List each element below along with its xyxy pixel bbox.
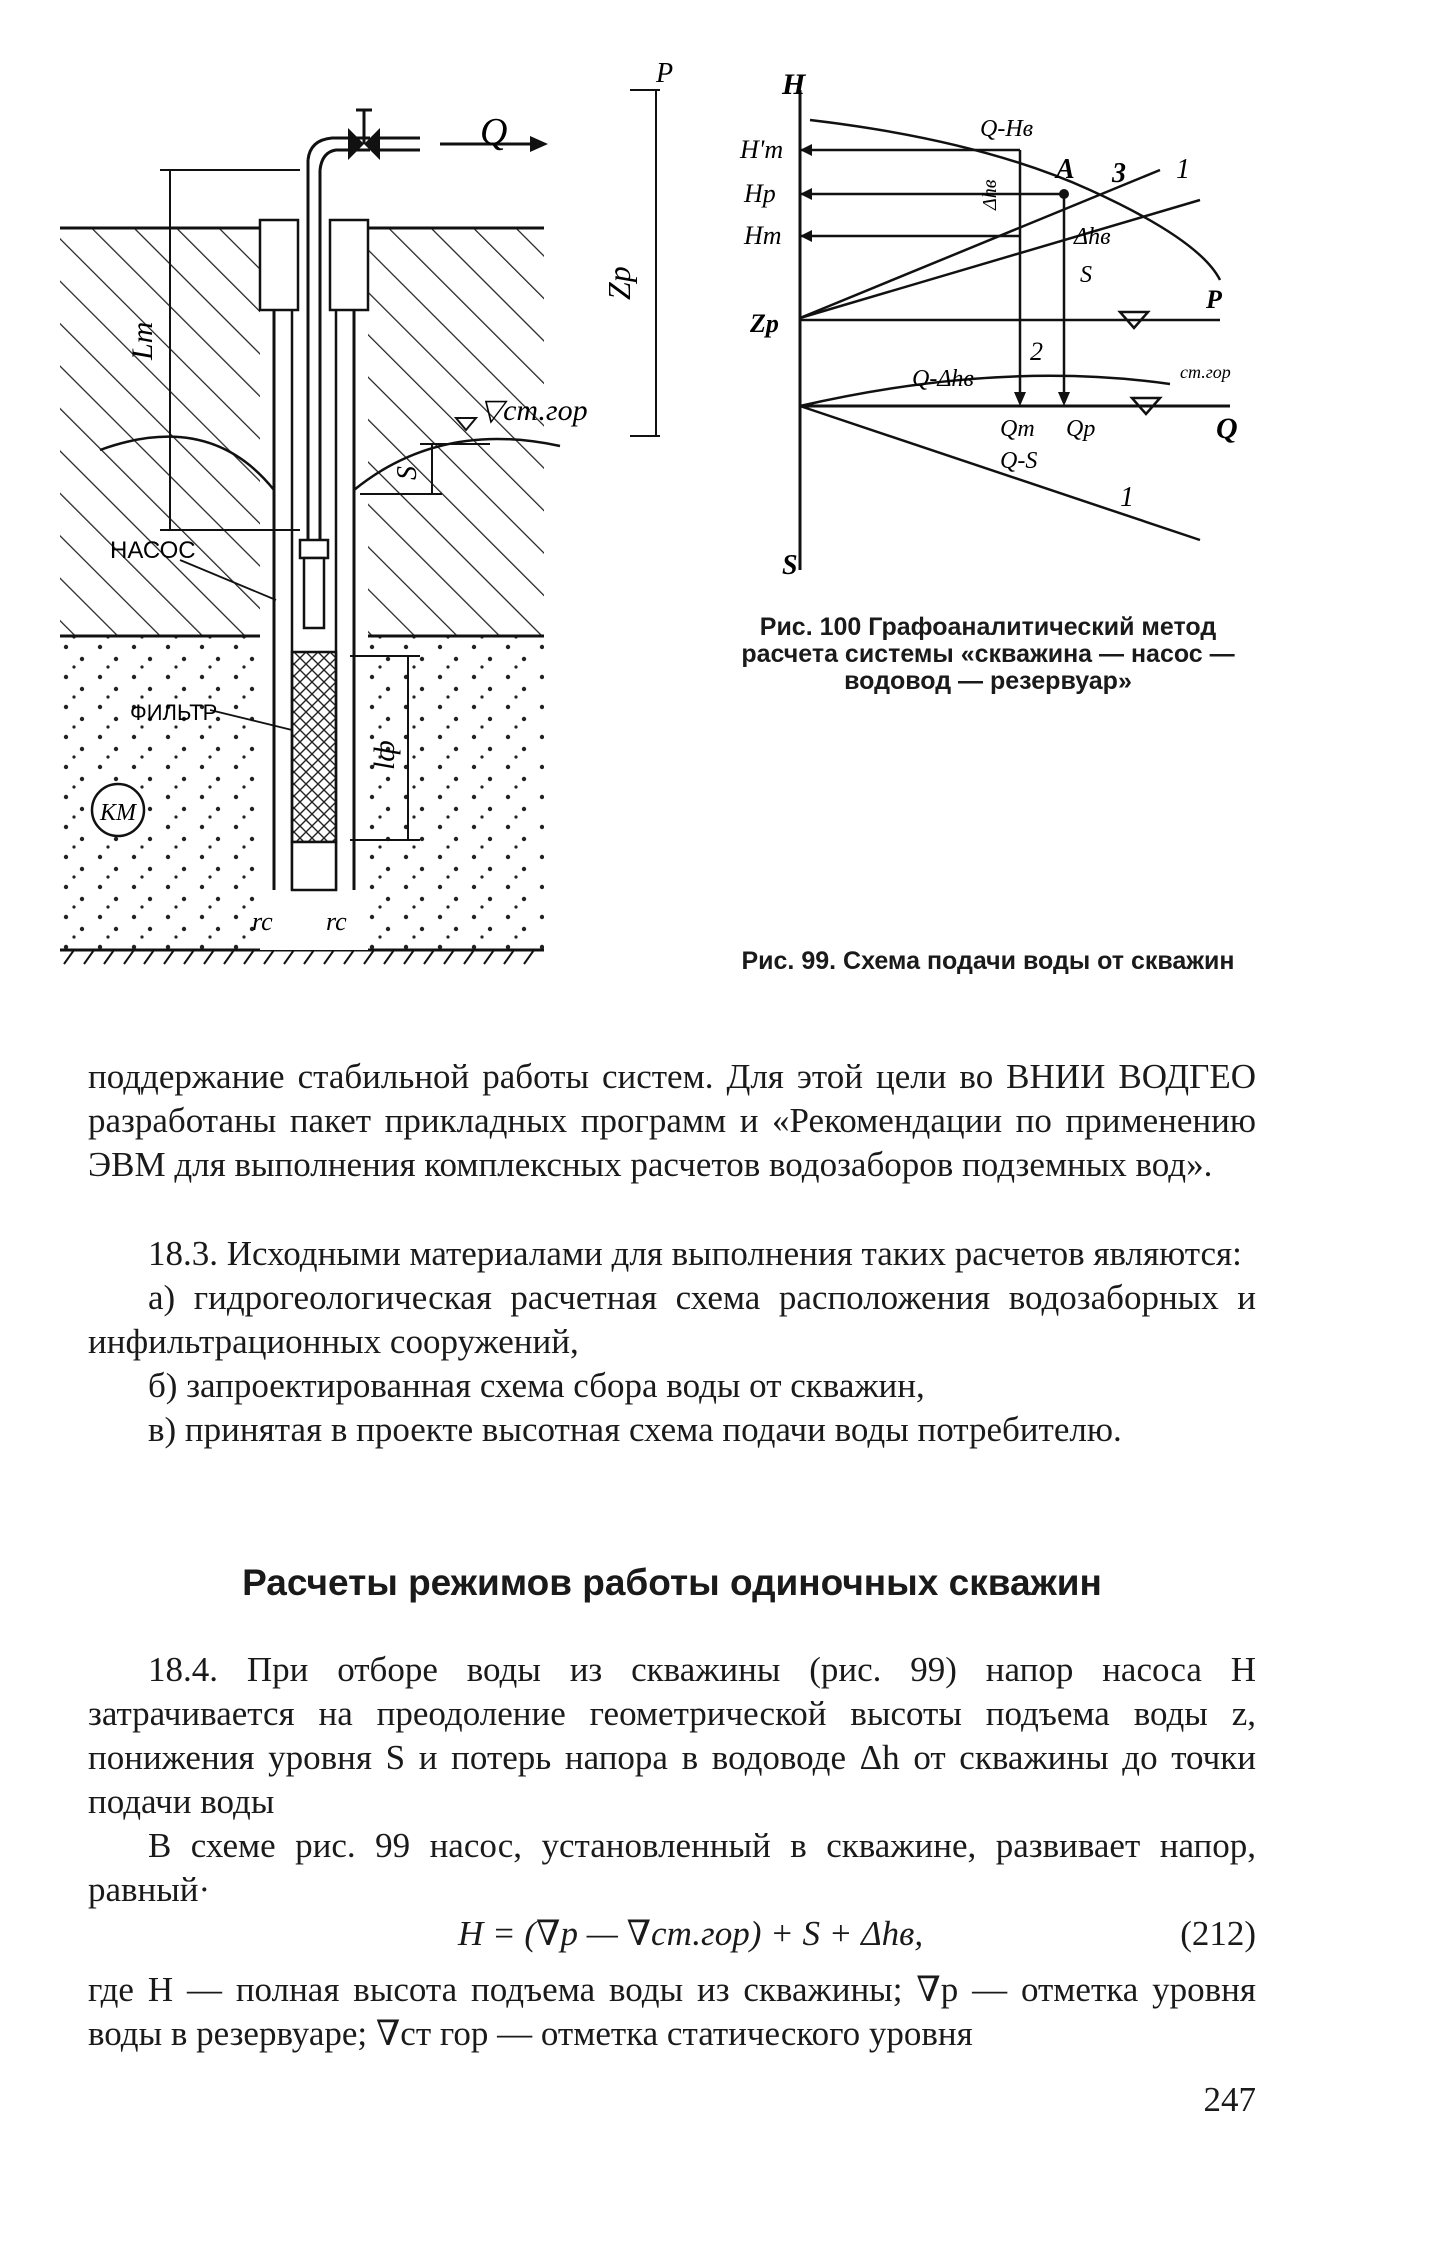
paragraph-2 [88, 1232, 1256, 1452]
pump-body [304, 558, 324, 628]
formula-number: (212) [1180, 1914, 1256, 1953]
paragraph-1-text: поддержание стабильной работы систем. Для этой цели во ВНИИ ВОДГЕО разработаны пакет прикладных программ и «Рекомендации по применению ЭВМ для выполнения комплексных расчетов водозаборов подземных вод». [88, 1057, 1256, 1184]
figure-99-well-schematic [60, 58, 674, 1010]
figure-99-caption: Рис. 99. Схема подачи воды от скважин [741, 947, 1235, 975]
label-static-level: ▽ст.гор [480, 394, 588, 427]
curve-q-hv [810, 120, 1220, 280]
paragraph-4-text: где H — полная высота подъема воды из скважины; ∇p — отметка уровня воды в резервуаре; ∇ст гор — отметка статического уровня [88, 1970, 1256, 2053]
label-lf: lф [368, 740, 401, 770]
formula-expression: H = (∇p — ∇ст.гор) + S + Δhв, [458, 1914, 924, 1953]
page-number: 247 [1203, 2080, 1256, 2119]
section-heading: Расчеты режимов работы одиночных скважин [242, 1562, 1102, 1603]
list-item-a: а) гидрогеологическая расчетная схема расположения водозаборных и инфильтрационных сооружений, [88, 1278, 1256, 1361]
label-q-s: Q-S [1000, 448, 1038, 474]
label-rc: rc [252, 907, 273, 936]
list-item-b: б) запроектированная схема сбора воды от скважин, [148, 1366, 925, 1405]
label-rc-2: rc [326, 907, 347, 936]
label-st-gor: ст.гор [1180, 362, 1231, 382]
label-ht-prime: H'т [740, 135, 784, 164]
label-3: 3 [1112, 158, 1126, 189]
list-item-c: в) принятая в проекте высотная схема подачи воды потребителю. [148, 1410, 1122, 1449]
figure-100-graph [700, 60, 1260, 600]
filter-screen [292, 652, 336, 842]
label-s: S [392, 466, 423, 480]
label-1-top: 1 [1176, 154, 1190, 185]
paragraph-2-intro: 18.3. Исходными материалами для выполнения таких расчетов являются: [148, 1234, 1242, 1273]
label-q-dhv: Q-Δhв [912, 366, 974, 392]
label-a: A [1056, 154, 1075, 185]
paragraph-3-text: 18.4. При отборе воды из скважины (рис. 99) напор насоса H затрачивается на преодоление геометрической высоты подъема воды z, понижения уровня S и потерь напора в водоводе Δh от скважины до точки подачи воды [88, 1650, 1256, 1821]
paragraph-3 [88, 1648, 1256, 1912]
label-p: P [656, 58, 674, 89]
label-qt: Qт [1000, 416, 1035, 442]
label-q-axis: Q [1216, 412, 1238, 445]
label-zp-axis: Zр [750, 309, 779, 338]
label-zp: Zp [601, 266, 637, 300]
label-ht: Hт [744, 221, 782, 250]
label-1-bottom: 1 [1120, 482, 1134, 513]
label-p-level: P [1206, 285, 1222, 314]
label-km: КМ [100, 800, 136, 826]
label-h-axis: H [782, 68, 806, 101]
label-filter: ФИЛЬТР [130, 700, 218, 725]
paragraph-3b-text: В схеме рис. 99 насос, установленный в скважине, развивает напор, равный· [88, 1826, 1256, 1909]
label-dhv-vertical: Δhв [979, 179, 1001, 210]
figure-100-caption: Рис. 100 Графоаналитический метод расчета системы «скважина — насос — водовод — резервуар» [741, 613, 1235, 695]
curve-q-dhv [800, 376, 1170, 406]
label-s-curve: S [1080, 262, 1092, 288]
label-q: Q [480, 111, 508, 153]
label-s-axis: S [782, 550, 798, 581]
label-pump: НАСОС [110, 537, 196, 564]
label-hp: Hр [744, 179, 776, 208]
paragraph-1 [88, 1055, 1256, 1187]
label-lt: Lт [126, 321, 159, 360]
label-2: 2 [1030, 337, 1043, 366]
label-qp: Qр [1066, 416, 1096, 442]
label-q-hv: Q-Hв [980, 116, 1034, 142]
formula-212 [88, 1914, 1256, 1958]
label-dhv: Δhв [1074, 224, 1111, 250]
paragraph-4 [88, 1968, 1256, 2056]
